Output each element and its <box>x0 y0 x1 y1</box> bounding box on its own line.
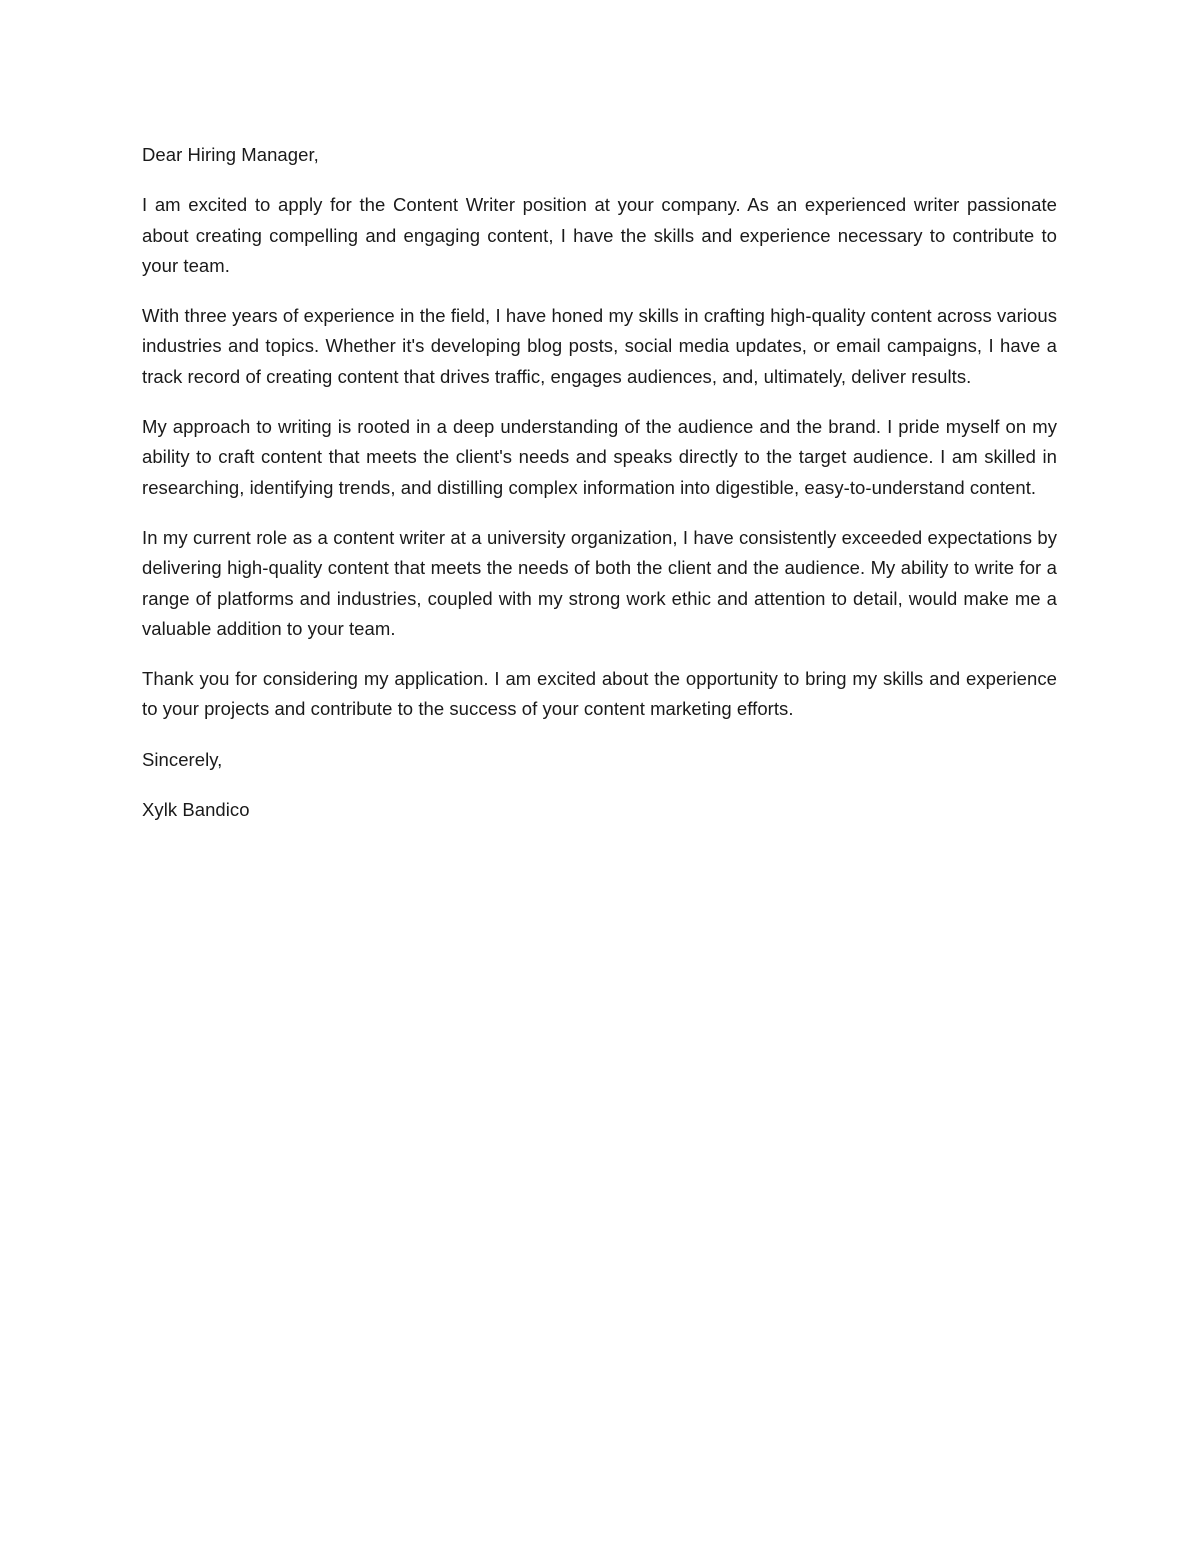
salutation: Dear Hiring Manager, <box>142 144 319 165</box>
paragraph-thanks: Thank you for considering my application. I am excited about the opportunity to bring my skills and experience to your projects and contribute to the success of your content marketing efforts. <box>142 668 1057 720</box>
signature: Xylk Bandico <box>142 799 250 821</box>
paragraph-approach: My approach to writing is rooted in a deep understanding of the audience and the brand. I pride myself on my ability to craft content that meets the client's needs and speaks directly to the target audience. I am skilled in researching, identifying trends, and distilling complex information into digestible, easy-to-understand content. <box>142 416 1057 498</box>
paragraph-intro: I am excited to apply for the Content Writer position at your company. As an experienced writer passionate about creating compelling and engaging content, I have the skills and experience necessary to contribute to your team. <box>142 194 1057 276</box>
closing: Sincerely, <box>142 748 223 770</box>
paragraph-current-role: In my current role as a content writer at a university organization, I have consistently exceeded expectations by delivering high-quality content that meets the needs of both the client and the audience. My ability to write for a range of platforms and industries, coupled with my strong work ethic and attention to detail, would make me a valuable addition to your team. <box>142 526 1057 639</box>
paragraph-experience: With three years of experience in the field, I have honed my skills in crafting high-quality content across various industries and topics. Whether it's developing blog posts, social media updates, or email campaigns, I have a track record of creating content that drives traffic, engages audiences, and, ultimately, deliver results. <box>142 305 1057 387</box>
cover-letter <box>142 140 1057 825</box>
